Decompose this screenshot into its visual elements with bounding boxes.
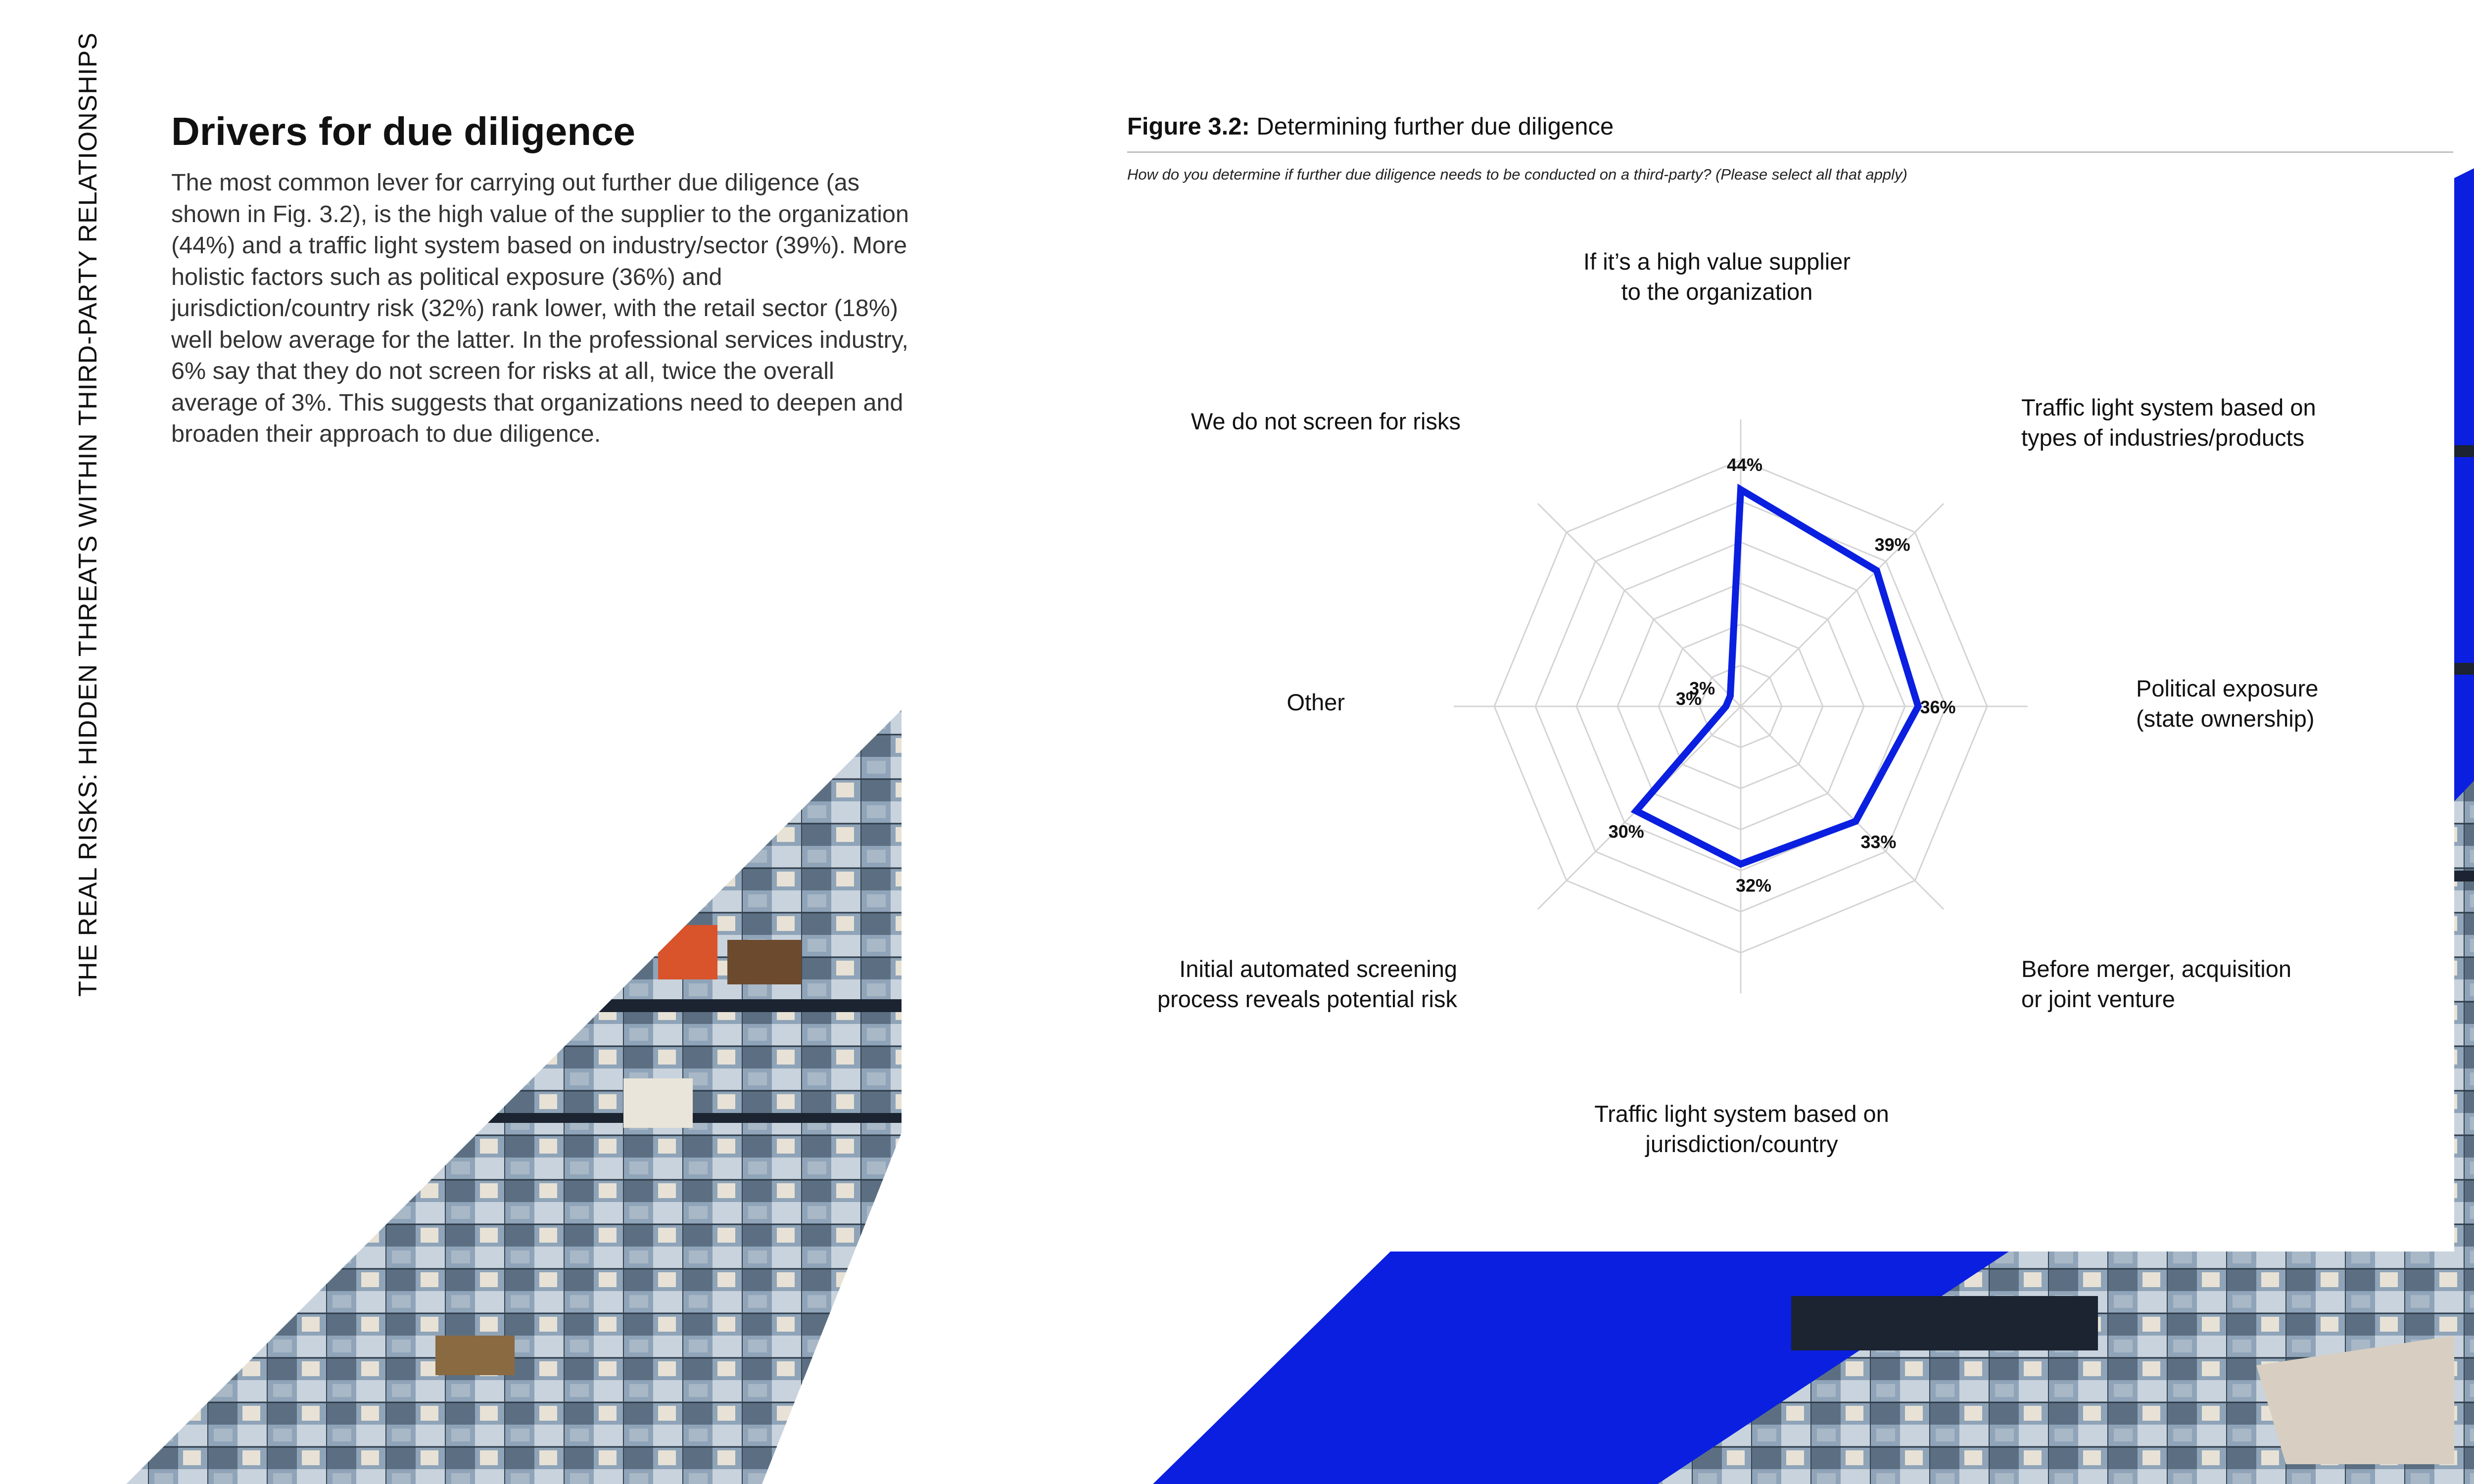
axis-category-label: Initial automated screening process reveals potential risk [1157, 956, 1457, 1012]
survey-question: How do you determine if further due diligence needs to be conducted on a third-party? (Please select all that apply) [1127, 166, 1907, 183]
data-value-label: 44% [1726, 454, 1763, 475]
data-value-label: 30% [1608, 821, 1644, 842]
data-value-label: 3% [1675, 688, 1702, 709]
data-value-label: 32% [1735, 875, 1772, 896]
section-heading: Drivers for due diligence [171, 109, 636, 153]
axis-category-label: If it’s a high value supplier to the organization [1583, 248, 1851, 305]
axis-category-label: Traffic light system based on jurisdiction/country [1594, 1101, 1889, 1157]
axis-category-label: Political exposure (state ownership) [2136, 675, 2319, 732]
axis-category-label: We do not screen for risks [1190, 408, 1461, 434]
grid-spoke [1741, 504, 1944, 706]
body-paragraph: The most common lever for carrying out further due diligence (as shown in Fig. 3.2), is the high value of the supplier to the organization (44%) and a traffic light system based on industry/sector (39%). More holistic factors such as political exposure (36%) and jurisdiction/country risk (32%) rank lower, with the retail sector (18%) well below average for the latter. In the professional services industry, 6% say that they do not screen for risks at all, twice the overall average of 3%. This suggests that organizations need to deepen and broaden their approach to due diligence. [171, 169, 909, 447]
grid-spoke [1538, 504, 1741, 706]
figure-number: Figure 3.2: [1127, 113, 1250, 140]
data-value-label: 33% [1860, 832, 1897, 852]
data-value-label: 39% [1874, 534, 1910, 555]
data-value-label: 36% [1920, 697, 1956, 717]
side-title: THE REAL RISKS: HIDDEN THREATS WITHIN THIRD-PARTY RELATIONSHIPS [74, 32, 102, 997]
data-value-label: 3% [1689, 678, 1715, 698]
axis-category-label: Other [1286, 689, 1345, 715]
axis-category-label: Traffic light system based on types of industries/products [2021, 394, 2316, 451]
axis-category-label: Before merger, acquisition or joint venture [2021, 956, 2292, 1012]
figure-title: Determining further due diligence [1256, 113, 1614, 140]
